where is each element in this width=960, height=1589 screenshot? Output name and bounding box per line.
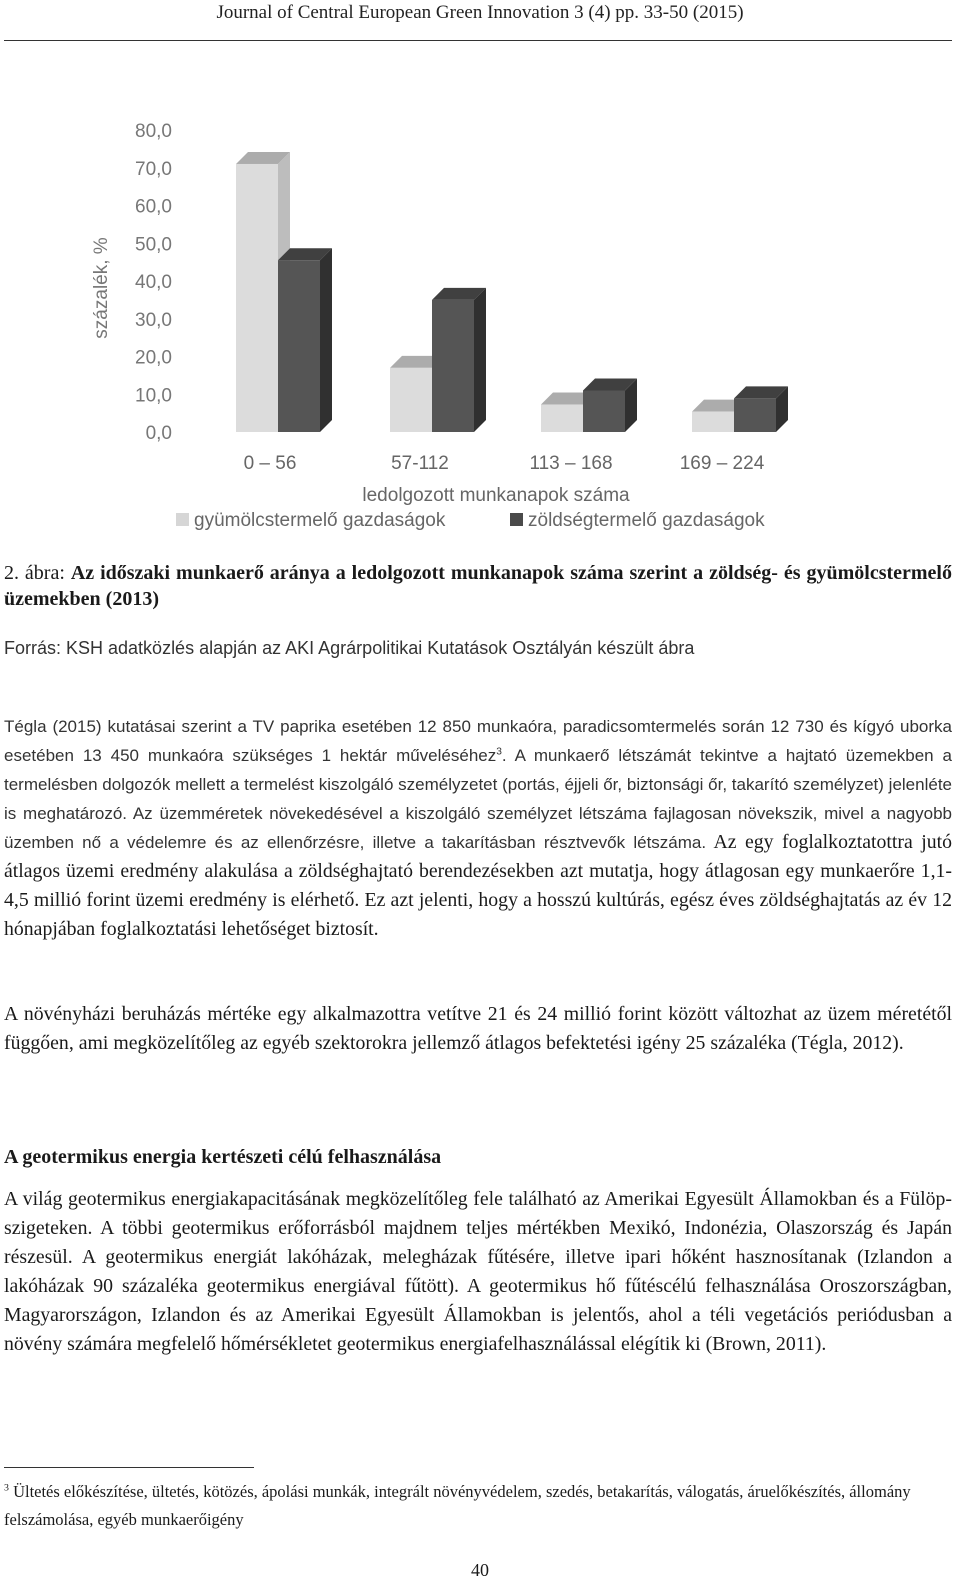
x-tick-label: 169 – 224 (679, 453, 765, 474)
footnote (4, 1478, 952, 1534)
bar-front (734, 398, 776, 432)
footnote-reference: 3 (496, 746, 502, 758)
section-title: A geotermikus energia kertészeti célú felhasználása (4, 1146, 442, 1168)
running-header: Journal of Central European Green Innovation 3 (4) pp. 33-50 (2015) (216, 2, 744, 23)
x-tick-label: 57-112 (391, 453, 449, 474)
footnote-text: Ültetés előkészítése, ültetés, kötözés, ápolási munkák, integrált növényvédelem, szedés, betakarítás, válogatás, áruelőkészítés, állomány felszámolása, egyéb munkaerőigény (4, 1482, 911, 1529)
bar-chart (0, 88, 960, 548)
figure-source: Forrás: KSH adatközlés alapján az AKI Agrárpolitikai Kutatások Osztályán készült ábra (4, 638, 695, 658)
y-tick-label: 50,0 (135, 234, 172, 256)
page-number: 40 (471, 1560, 489, 1580)
bar-front (432, 300, 474, 432)
y-axis-label: százalék, % (91, 237, 112, 339)
bar-front (583, 390, 625, 432)
bar (734, 386, 788, 432)
y-tick-label: 60,0 (135, 196, 172, 218)
legend-label-fruit: gyümölcstermelő gazdaságok (194, 510, 446, 531)
bar-front (390, 368, 432, 432)
bars (236, 152, 788, 432)
y-tick-label: 40,0 (135, 272, 172, 293)
bar-side (474, 288, 486, 432)
paragraph-1 (4, 712, 952, 944)
bar (583, 378, 637, 432)
bar (432, 288, 486, 432)
y-tick-label: 70,0 (135, 158, 172, 180)
paragraph-2: A növényházi beruházás mértéke egy alkalmazottra vetítve 21 és 24 millió forint között változhat az üzem méretétől függően, ami megközelítőleg az egyéb szektorokra jellemző átlagos befektetési igény 25 százaléka (Tégla, 2012). (4, 1003, 952, 1054)
bar-front (541, 404, 583, 432)
x-tick-label: 113 – 168 (529, 453, 613, 474)
y-tick-label: 80,0 (135, 121, 172, 142)
caption-prefix: 2. ábra: (4, 562, 71, 584)
paragraph-1-part-a: Tégla (2015) kutatásai szerint a TV paprika esetében 12 850 munkaóra, paradicsomtermelés során 12 730 és kígyó uborka esetében 13 450 munkaóra szükséges 1 hektár műveléséhez (4, 717, 952, 765)
x-axis-label: ledolgozott munkanapok száma (362, 485, 630, 506)
caption-title: Az időszaki munkaerő aránya a ledolgozott munkanapok száma szerint a zöldség- és gyümölcstermelő üzemekben (2013) (4, 562, 952, 610)
y-tick-label: 30,0 (135, 309, 172, 331)
bar-side (320, 248, 332, 432)
figure-caption (4, 560, 952, 612)
legend-label-vegetable: zöldségtermelő gazdaságok (528, 510, 765, 531)
header-rule (4, 40, 952, 41)
y-tick-label: 10,0 (135, 385, 172, 407)
y-tick-label: 0,0 (145, 423, 172, 444)
y-axis-ticks (135, 121, 172, 444)
bar (278, 248, 332, 432)
footnote-number: 3 (4, 1482, 9, 1494)
bar-front (236, 164, 278, 432)
x-tick-label: 0 – 56 (243, 453, 297, 474)
legend-swatch-vegetable (510, 513, 523, 526)
paragraph-3: A világ geotermikus energiakapacitásának megközelítőleg fele található az Amerikai Egyesült Államokban és a Fülöp-szigeteken. A többi geotermikus erőforrásból majdnem teljes mértékben Mexikó, Indonézia, Olaszország és Japán részesül. A geotermikus energiát lakóházak, melegházak fűtésére, illetve ipari hőként hasznosítanak (Izlandon a lakóházak 90 százaléka geotermikus energiával fűtött). A geotermikus hő fűtéscélú felhasználása Oroszországban, Magyarországon, Izlandon és az Amerikai Egyesült Államokban is jelentős, ahol a téli vegetációs periódusban a növény számára megfelelő hőmérsékletet geotermikus energiafelhasználással elégítik ki (Brown, 2011). (4, 1188, 952, 1355)
paragraph-1-part-c: Az egy foglalkoztatottra jutó átlagos üzemi eredmény alakulása a zöldséghajtató berendezésekben azt mutatja, hogy átlagosan egy munkaerőre 1,1-4,5 millió forint üzemi eredmény is elérhető. Ez azt jelenti, hogy a hosszú kultúrás, egész éves zöldséghajtatás az év 12 hónapjában foglalkoztatási lehetőséget biztosít. (4, 831, 952, 940)
legend-swatch-fruit (176, 513, 189, 526)
paragraph-1-part-b: . A munkaerő létszámát tekintve a hajtató üzemekben a termelésben dolgozók mellett a termelést kiszolgáló személyzetet (portás, éjjeli őr, biztonsági őr, takarító személyzet) jelenléte is meghatározó. Az üzemméretek növekedésével a kiszolgáló személyzet létszáma fajlagosan növekszik, mivel a nagyobb üzemben nő a védelemre és az ellenőrzésre, illetve a takarításban résztvevők létszáma. (4, 746, 952, 852)
bar-front (692, 412, 734, 432)
bar-front (278, 260, 320, 432)
y-tick-label: 20,0 (135, 347, 172, 369)
legend (176, 510, 765, 531)
x-axis-ticks (244, 453, 765, 474)
footnote-rule (4, 1467, 254, 1468)
